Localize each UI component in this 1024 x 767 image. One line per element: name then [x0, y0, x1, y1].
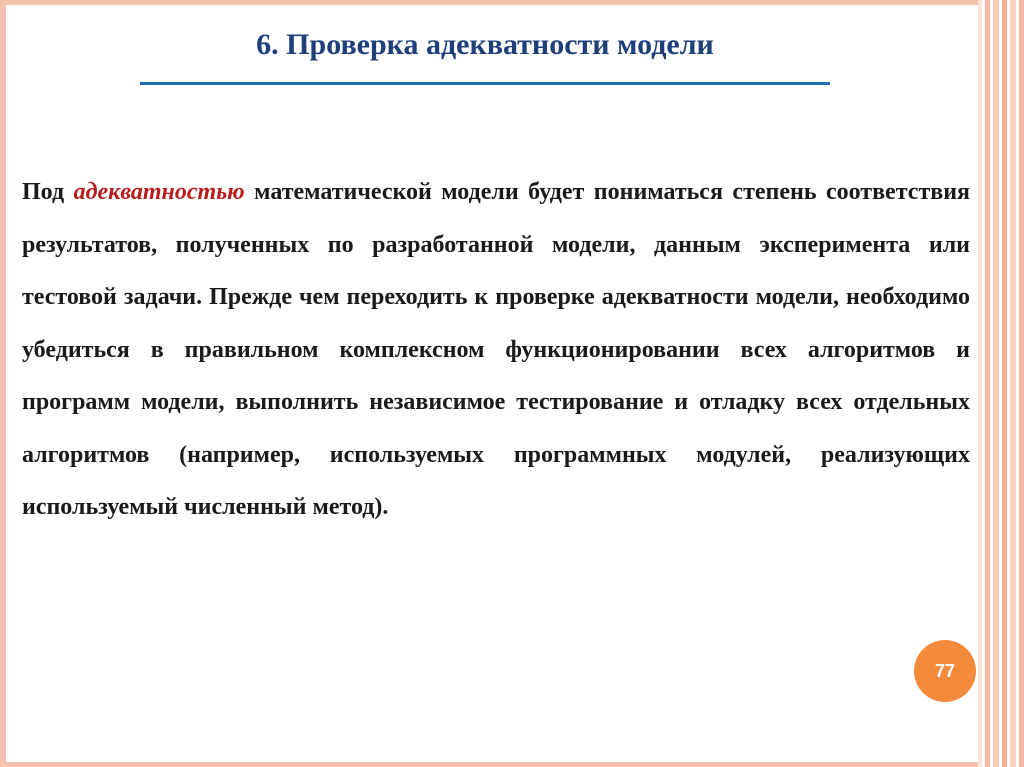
right-decorative-stripes [978, 0, 1024, 767]
top-border [0, 0, 980, 5]
highlighted-term: адекватностью [73, 179, 245, 205]
body-paragraph [22, 166, 970, 534]
left-border [0, 0, 6, 767]
title-underline [140, 82, 830, 85]
body-text-after: математической модели будет пониматься степень соответствия результатов, полученных по разработанной модели, данным эксперимента или тестовой задачи. Прежде чем переходить к проверке адекватности модели, необходимо убедиться в правильном комплексном функционировании всех алгоритмов и программ модели, выполнить независимое тестирование и отладку всех отдельных алгоритмов (например, используемых программных модулей, реализующих используемый численный метод). [22, 179, 971, 520]
page-number-badge [914, 640, 976, 702]
bottom-border [0, 762, 980, 767]
page-number: 77 [934, 660, 956, 681]
body-text-before: Под [22, 179, 74, 205]
slide-title: 6. Проверка адекватности модели [256, 28, 714, 61]
